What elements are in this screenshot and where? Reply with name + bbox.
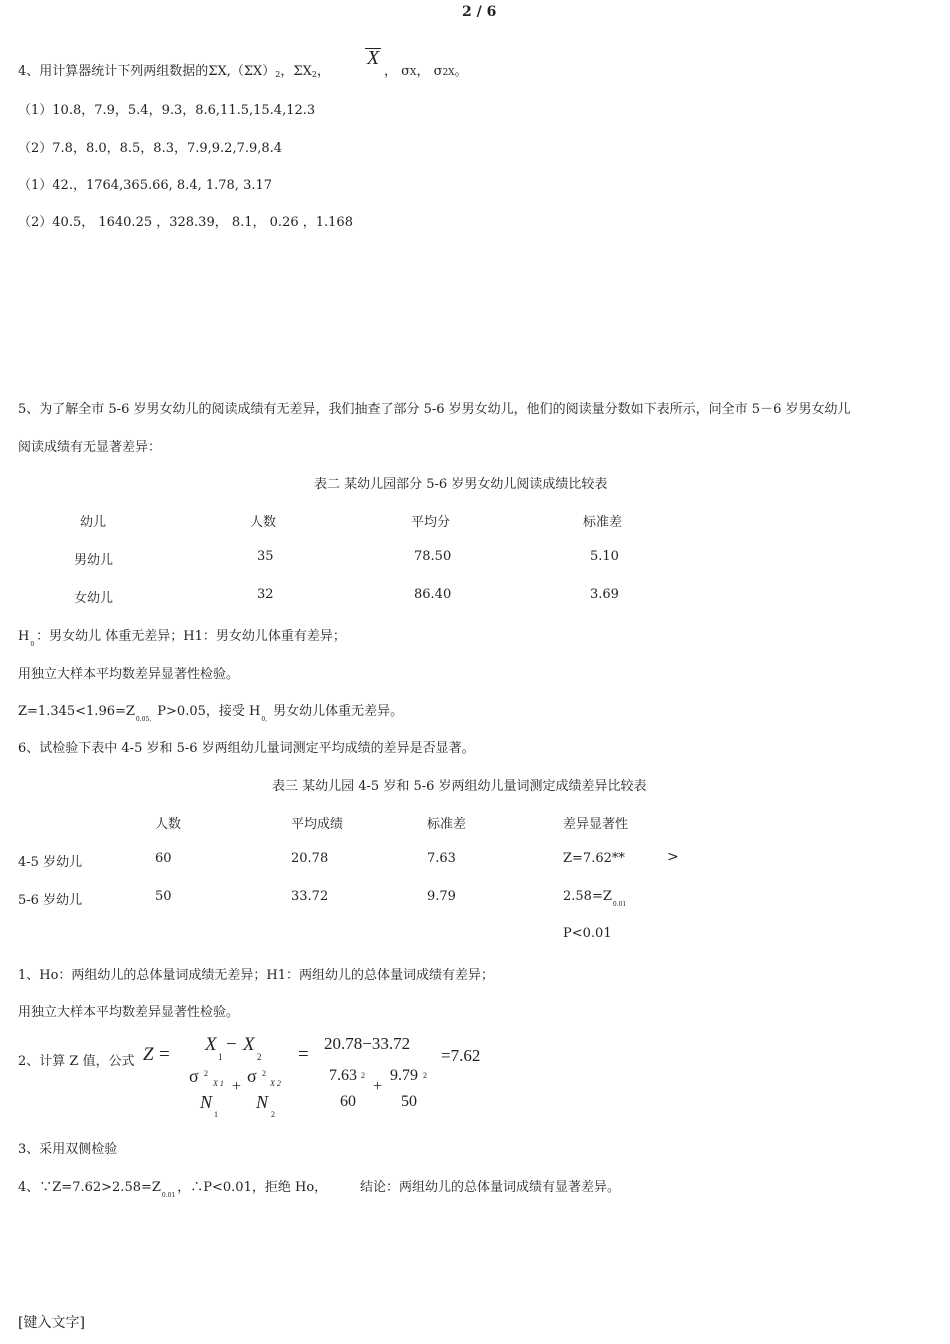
q4-sx: X [410,68,417,78]
q6-step3: 3、采用双侧检验 [18,1142,118,1157]
formula-num: 20.78−33.72 [324,1034,411,1053]
formula-sigma2: σ [247,1066,257,1086]
q4-prompt-tail [384,60,468,79]
q5-row-boys-sd: 5.10 [590,549,619,564]
formula-x2-sub: 2 [257,1052,262,1062]
q5-table-title: 表二 某幼儿园部分 5-6 岁男女幼儿阅读成绩比较表 [314,477,608,492]
formula-x2: X [243,1034,255,1055]
q6-header-sig: 差异显著性 [563,817,629,832]
formula-n1: N [200,1092,213,1112]
formula-plus1: + [232,1078,242,1095]
q5-z-sub: 0.05， [135,716,156,723]
formula-sigma2-sub: X 2 [270,1079,281,1088]
q6-header-count: 人数 [155,817,182,832]
formula-n1-sub: 1 [214,1110,218,1119]
q6-table-title: 表三 某幼儿园 4-5 岁和 5-6 岁两组幼儿量词测定成绩差异比较表 [272,779,647,794]
q5-row-boys-mean: 78.50 [414,549,452,564]
q5-p-text: P>0.05，接受 H [157,704,261,719]
q6-step4-z: 4、∵Z=7.62>2.58=Z [18,1180,161,1195]
q5-row-boys-count: 35 [257,549,274,564]
q5-header-mean: 平均分 [411,515,451,530]
formula-sigma1-sub: X 1 [213,1079,224,1088]
q6-line1: 6、试检验下表中 4-5 岁和 5-6 岁两组幼儿量词测定平均成绩的差异是否显著。 [18,741,475,756]
q6-header-mean: 平均成绩 [291,817,344,832]
q4-sq2: 2 [311,70,317,79]
q4-text-b: ，ΣX [280,64,312,79]
formula-sigma1-sq: 2 [204,1069,208,1078]
q5-header-child: 幼儿 [80,515,107,530]
formula-x1: X [205,1034,217,1055]
formula-z: Z [143,1044,154,1065]
formula-n2: N [256,1092,269,1112]
formula-b-sq: 2 [423,1071,427,1080]
q6-row2-count: 50 [155,889,172,904]
q4-sq: 2 [275,70,281,79]
q5-line2: 阅读成绩有无显著差异： [18,440,162,455]
q6-step2-label: 2、计算 Z 值，公式 [18,1054,135,1069]
formula-eq2: = [298,1044,309,1065]
q5-method: 用独立大样本平均数差异显著性检验。 [18,667,240,682]
q5-result-text: 男女幼儿体重无差异。 [273,704,404,719]
q6-header-sd: 标准差 [427,817,467,832]
page-total: 6 [486,4,497,20]
q4-data2: （2）7.8，8.0，8.5，8.3，7.9,9.2,7.9,8.4 [18,141,283,156]
footer-placeholder: [键入文字] [18,1315,85,1331]
q5-header-count: 人数 [250,515,277,530]
q4-prompt [18,60,330,79]
q6-row2-sig-sub: 0.01 [612,901,627,908]
q6-row1-label: 4-5 岁幼儿 [18,855,83,870]
formula-b: 9.79 [390,1067,418,1084]
q5-row-girls-label: 女幼儿 [74,591,114,606]
q6-row2-mean: 33.72 [291,889,329,904]
q6-step4-sub: 0.01 [161,1192,176,1199]
formula-minus: − [226,1034,237,1055]
q5-h0-sub: 0 [30,641,35,648]
q6-row2-label: 5-6 岁幼儿 [18,893,83,908]
formula-plus2: + [373,1078,383,1095]
q5-h0-letter: H [18,629,30,644]
q4-text-c: ， [316,64,330,79]
q4-s2x: 2X [442,68,455,78]
q5-row-girls-count: 32 [257,587,274,602]
formula-eq1: = [159,1044,170,1065]
formula-result: =7.62 [441,1046,481,1065]
formula-a: 7.63 [329,1067,357,1084]
q5-header-sd: 标准差 [583,515,623,530]
q6-row1-mean: 20.78 [291,851,329,866]
formula-sigma1: σ [189,1066,199,1086]
formula-n2-value: 50 [401,1093,417,1110]
q6-step4-p: ，∴P<0.01，拒绝 Ho， [177,1180,328,1195]
q5-row-girls-mean: 86.40 [414,587,452,602]
q6-step1: 1、Ho：两组幼儿的总体量词成绩无差异；H1：两组幼儿的总体量词成绩有差异； [18,968,495,983]
q6-row2-sig-text: 2.58=Z [563,889,612,904]
q4-text-e: ， σ [416,64,443,79]
page-current: 2 [462,4,472,20]
q6-row1-count: 60 [155,851,172,866]
formula-a-sq: 2 [361,1071,365,1080]
q6-conclusion: 结论：两组幼儿的总体量词成绩有显著差异。 [360,1180,621,1195]
q4-xbar-letter: X [367,47,380,69]
q6-row1-sd: 7.63 [427,851,456,866]
formula-sigma2-sq: 2 [262,1069,266,1078]
formula-n1-value: 60 [340,1093,356,1110]
q5-h0-text: ：男女幼儿 体重无差异；H1：男女幼儿体重有差异； [36,629,346,644]
q5-row-boys-label: 男幼儿 [74,553,114,568]
q6-row1-sig: Z=7.62** [563,851,625,866]
q5-row-girls-sd: 3.69 [590,587,619,602]
q5-conclusion [18,700,403,723]
q6-p-value: P<0.01 [563,926,612,941]
page-sep: / [476,4,482,20]
page-number [462,4,496,20]
q5-h0-sub2: 0， [261,716,272,723]
q4-answer2: （2）40.5， 1640.25 ，328.39， 8.1， 0.26 ，1.168 [18,215,353,230]
q4-text-d: ， σ [384,64,411,79]
q5-line1: 5、为了解全市 5-6 岁男女幼儿的阅读成绩有无差异，我们抽查了部分 5-6 岁男女幼儿，他们的阅读量分数如下表所示，问全市 5－6 岁男女幼儿 [18,402,851,417]
q6-step1b: 用独立大样本平均数差异显著性检验。 [18,1005,240,1020]
q4-answer1: （1）42.，1764,365.66, 8.4, 1.78, 3.17 [18,178,273,193]
q4-xbar [365,48,381,67]
q5-z-text: Z=1.345<1.96=Z [18,704,135,719]
q6-gt-sign: > [667,849,679,865]
q4-text-f: 。 [454,64,468,79]
q6-step4 [18,1176,327,1199]
formula-n2-sub: 2 [271,1110,275,1119]
q4-data1: （1）10.8，7.9，5.4，9.3，8.6,11.5,15.4,12.3 [18,103,316,118]
q4-text-a: 4、用计算器统计下列两组数据的ΣX,（ΣX） [18,64,276,79]
q6-row2-sig [563,889,628,908]
formula-x1-sub: 1 [218,1052,223,1062]
q5-hypothesis [18,625,346,648]
q6-row2-sd: 9.79 [427,889,456,904]
